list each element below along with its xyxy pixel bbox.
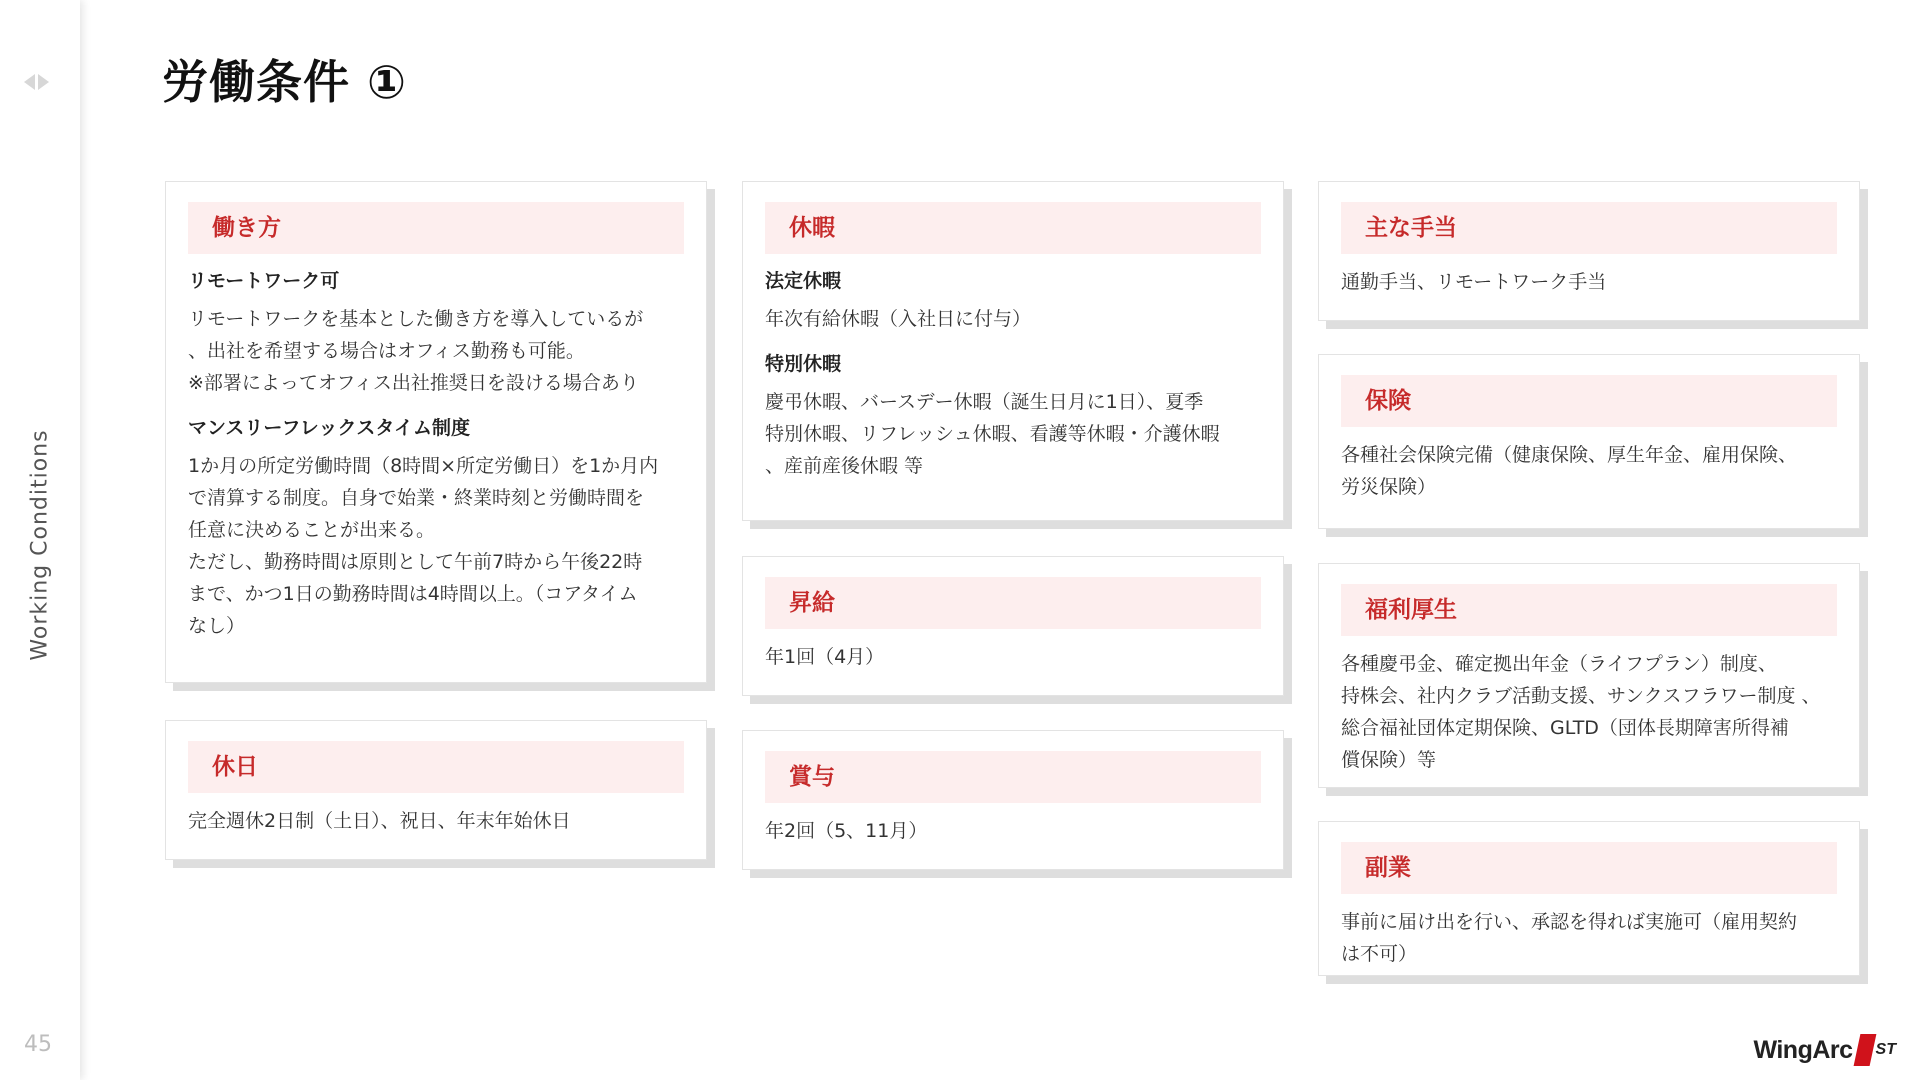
logo-wordmark: WingArc bbox=[1753, 1035, 1853, 1064]
card-text: 各種社会保険完備（健康保険、厚生年金、雇用保険、 労災保険） bbox=[1341, 444, 1798, 498]
slide-nav-arrows[interactable] bbox=[24, 72, 56, 92]
card-hoken bbox=[1318, 354, 1860, 529]
card-heading: 休暇 bbox=[765, 202, 1261, 254]
triangle-left-icon[interactable] bbox=[24, 74, 35, 90]
card-text: 事前に届け出を行い、承認を得れば実施可（雇用契約 は不可） bbox=[1341, 911, 1798, 965]
wingarc-logo bbox=[1753, 1030, 1896, 1070]
card-shoyo bbox=[742, 730, 1284, 870]
card-text: 各種慶弔金、確定拠出年金（ライフプラン）制度、 持株会、社内クラブ活動支援、サンクスフラワー制度 、 総合福祉団体定期保険、GLTD（団体長期障害所得補 償保険）等 bbox=[1341, 653, 1821, 771]
card-text: リモートワークを基本とした働き方を導入しているが 、出社を希望する場合はオフィス勤務も可能。 ※部署によってオフィス出社推奨日を設ける場合あり bbox=[188, 308, 644, 394]
card-heading: 主な手当 bbox=[1341, 202, 1837, 254]
card-text: 慶弔休暇、バースデー休暇（誕生日月に1日）、夏季 特別休暇、リフレッシュ休暇、看護等休暇・介護休暇 、産前産後休暇 等 bbox=[765, 391, 1220, 477]
card-fukugyo bbox=[1318, 821, 1860, 976]
card-heading: 働き方 bbox=[188, 202, 684, 254]
triangle-right-icon[interactable] bbox=[38, 74, 49, 90]
card-heading: 福利厚生 bbox=[1341, 584, 1837, 636]
logo-mark-icon bbox=[1853, 1034, 1876, 1066]
card-heading: 賞与 bbox=[765, 751, 1261, 803]
logo-suffix: ST bbox=[1875, 1041, 1896, 1058]
card-heading: 保険 bbox=[1341, 375, 1837, 427]
side-rail bbox=[0, 0, 80, 1080]
card-subtitle: 特別休暇 bbox=[765, 353, 842, 375]
card-shokyu bbox=[742, 556, 1284, 696]
card-text: 完全週休2日制（土日）、祝日、年末年始休日 bbox=[188, 810, 571, 832]
card-heading: 副業 bbox=[1341, 842, 1837, 894]
card-text: 通勤手当、リモートワーク手当 bbox=[1341, 271, 1607, 293]
card-text: 年次有給休暇（入社日に付与） bbox=[765, 308, 1032, 330]
page-number: 45 bbox=[24, 1032, 52, 1057]
card-subtitle: 法定休暇 bbox=[765, 270, 842, 292]
card-subtitle: マンスリーフレックスタイム制度 bbox=[188, 417, 470, 439]
card-fukuri bbox=[1318, 563, 1860, 788]
card-hatarakikata bbox=[165, 181, 707, 683]
card-heading: 昇給 bbox=[765, 577, 1261, 629]
card-subtitle: リモートワーク可 bbox=[188, 270, 340, 292]
card-text: 年1回（4月） bbox=[765, 646, 885, 668]
card-heading: 休日 bbox=[188, 741, 684, 793]
card-text: 1か月の所定労働時間（8時間×所定労働日）を1か月内 で清算する制度。自身で始業・終業時刻と労働時間を 任意に決めることが出来る。 ただし、勤務時間は原則として午前7時から午後22時 まで、かつ1日の勤務時間は4時間以上。（コアタイム なし） bbox=[188, 455, 659, 637]
section-side-label: Working Conditions bbox=[27, 429, 53, 661]
page-title: 労働条件 ① bbox=[162, 55, 407, 109]
card-text: 年2回（5、11月） bbox=[765, 820, 928, 842]
card-teate bbox=[1318, 181, 1860, 321]
card-kyujitsu bbox=[165, 720, 707, 860]
card-kyuka bbox=[742, 181, 1284, 521]
